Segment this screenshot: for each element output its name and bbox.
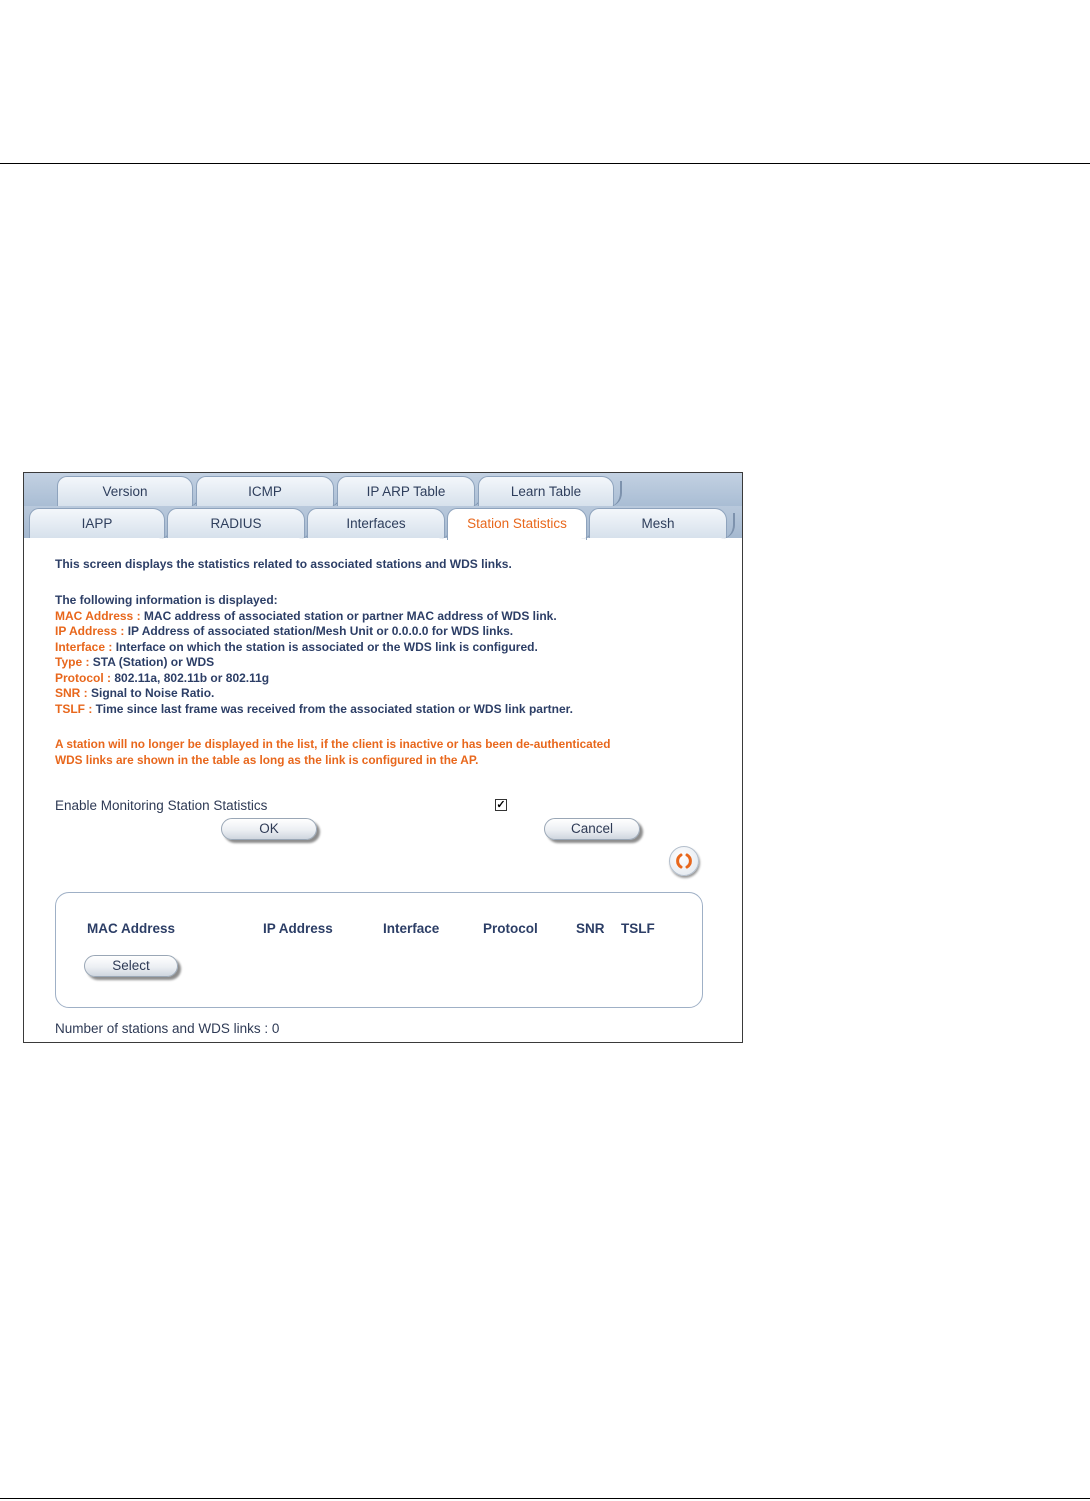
info-item bbox=[55, 702, 573, 718]
tab-mesh[interactable]: Mesh bbox=[589, 508, 727, 538]
info-key: Interface : bbox=[55, 639, 113, 654]
column-header-snr: SNR bbox=[576, 921, 605, 936]
refresh-button[interactable] bbox=[669, 846, 699, 876]
info-key: Protocol : bbox=[55, 670, 111, 685]
column-header-ip-address: IP Address bbox=[263, 921, 333, 936]
column-header-tslf: TSLF bbox=[621, 921, 655, 936]
info-value: MAC address of associated station or partner MAC address of WDS link. bbox=[143, 608, 557, 623]
info-key: IP Address : bbox=[55, 624, 125, 638]
tab-bar-bottom bbox=[24, 506, 743, 538]
column-header-protocol: Protocol bbox=[483, 921, 538, 936]
tab-interfaces[interactable]: Interfaces bbox=[307, 508, 445, 538]
tab-station-statistics[interactable]: Station Statistics bbox=[447, 508, 587, 540]
warning-line: WDS links are shown in the table as long as the link is configured in the AP. bbox=[55, 752, 479, 767]
warning-line: A station will no longer be displayed in the list, if the client is inactive or has been de-authenticated bbox=[55, 737, 611, 751]
cancel-button[interactable]: Cancel bbox=[544, 818, 640, 840]
info-value: Time since last frame was received from the associated station or WDS link partner. bbox=[95, 701, 573, 716]
tab-version[interactable]: Version bbox=[57, 476, 193, 506]
info-key: Type : bbox=[55, 655, 90, 669]
column-header-mac-address: MAC Address bbox=[87, 921, 176, 936]
info-item bbox=[55, 624, 573, 640]
info-item bbox=[55, 671, 573, 687]
intro-text: This screen displays the statistics related to associated stations and WDS links. bbox=[55, 557, 512, 571]
info-value: Signal to Noise Ratio. bbox=[91, 686, 215, 700]
info-value: IP Address of associated station/Mesh Unit or 0.0.0.0 for WDS links. bbox=[127, 624, 514, 638]
tab-bar-top bbox=[24, 473, 743, 506]
info-item bbox=[55, 686, 573, 702]
tab-icmp[interactable]: ICMP bbox=[196, 476, 334, 506]
info-item bbox=[55, 655, 573, 671]
info-value: Interface on which the station is associated or the WDS link is configured. bbox=[115, 639, 538, 654]
info-key: MAC Address : bbox=[55, 608, 141, 623]
warning-note bbox=[55, 737, 610, 768]
info-list bbox=[55, 593, 573, 717]
info-key: SNR : bbox=[55, 686, 88, 700]
info-value: 802.11a, 802.11b or 802.11g bbox=[114, 670, 270, 685]
info-key: TSLF : bbox=[55, 701, 93, 716]
info-item bbox=[55, 640, 573, 656]
tab-learn-table[interactable]: Learn Table bbox=[478, 476, 614, 506]
tab-iapp[interactable]: IAPP bbox=[29, 508, 165, 538]
enable-monitoring-checkbox[interactable]: ✓ bbox=[496, 799, 506, 811]
enable-monitoring-label: Enable Monitoring Station Statistics bbox=[55, 798, 268, 813]
footer-rule bbox=[0, 1498, 1090, 1499]
refresh-icon bbox=[670, 847, 698, 875]
select-button[interactable]: Select bbox=[84, 955, 178, 977]
info-value: STA (Station) or WDS bbox=[92, 655, 215, 669]
station-statistics-panel bbox=[23, 472, 743, 1043]
info-heading: The following information is displayed: bbox=[55, 593, 278, 607]
tab-radius[interactable]: RADIUS bbox=[167, 508, 305, 538]
info-item bbox=[55, 609, 573, 625]
station-count: Number of stations and WDS links : 0 bbox=[55, 1021, 280, 1036]
column-header-interface: Interface bbox=[383, 921, 440, 936]
tab-ip-arp-table[interactable]: IP ARP Table bbox=[337, 476, 475, 506]
header-rule bbox=[0, 163, 1090, 164]
ok-button[interactable]: OK bbox=[221, 818, 317, 840]
station-table bbox=[55, 892, 703, 1008]
